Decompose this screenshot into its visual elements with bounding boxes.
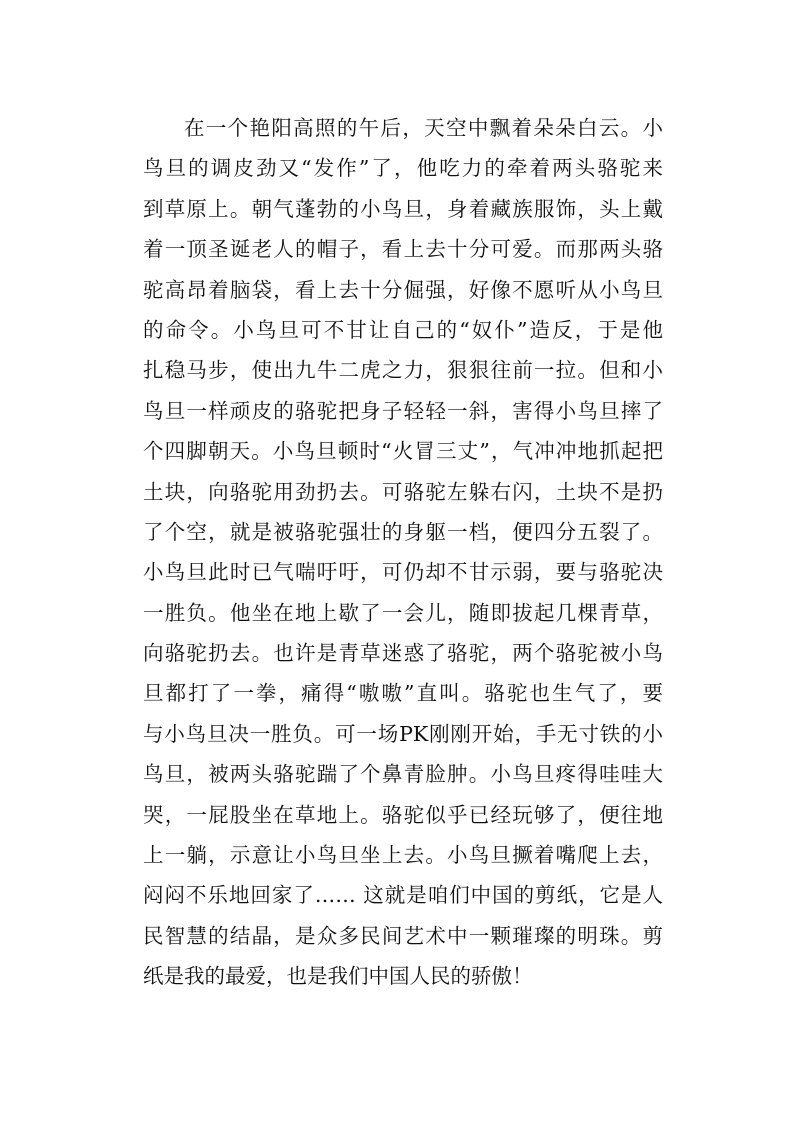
essay-paragraph — [143, 108, 663, 997]
paragraph-line-11: 了个空，就是被骆驼强壮的身躯一档，便四分五裂了。 — [143, 519, 663, 544]
paragraph-line-22: 纸是我的最爱，也是我们中国人民的骄傲！ — [143, 964, 533, 989]
paragraph-line-12: 小鸟旦此时已气喘吁吁，可仍却不甘示弱，要与骆驼决 — [143, 560, 663, 585]
paragraph-line-4: 着一顶圣诞老人的帽子，看上去十分可爱。而那两头骆 — [143, 237, 663, 262]
paragraph-line-2: 鸟旦的调皮劲又“发作”了，他吃力的牵着两头骆驼来 — [143, 156, 663, 181]
paragraph-line-20: 闷闷不乐地回家了…… 这就是咱们中国的剪纸，它是人 — [143, 883, 663, 908]
paragraph-line-16: 与小鸟旦决一胜负。可一场PK刚刚开始，手无寸铁的小 — [143, 721, 663, 746]
paragraph-line-8: 鸟旦一样顽皮的骆驼把身子轻轻一斜，害得小鸟旦摔了 — [143, 398, 663, 423]
paragraph-line-5: 驼高昂着脑袋，看上去十分倔强，好像不愿听从小鸟旦 — [143, 277, 663, 302]
paragraph-line-10: 土块，向骆驼用劲扔去。可骆驼左躲右闪，土块不是扔 — [143, 479, 663, 504]
paragraph-line-19: 上一躺，示意让小鸟旦坐上去。小鸟旦撅着嘴爬上去， — [143, 843, 663, 868]
paragraph-line-9: 个四脚朝天。小鸟旦顿时“火冒三丈”，气冲冲地抓起把 — [143, 439, 663, 464]
paragraph-line-6: 的命令。小鸟旦可不甘让自己的“奴仆”造反，于是他 — [143, 317, 663, 342]
paragraph-line-21: 民智慧的结晶，是众多民间艺术中一颗璀璨的明珠。剪 — [143, 923, 663, 948]
paragraph-line-1: 在一个艳阳高照的午后，天空中飘着朵朵白云。小 — [184, 116, 663, 140]
paragraph-line-3: 到草原上。朝气蓬勃的小鸟旦，身着藏族服饰，头上戴 — [143, 196, 663, 221]
paragraph-line-15: 旦都打了一拳，痛得“嗷嗷”直叫。骆驼也生气了，要 — [143, 681, 663, 706]
paragraph-line-18: 哭，一屁股坐在草地上。骆驼似乎已经玩够了，便往地 — [143, 802, 663, 827]
paragraph-line-14: 向骆驼扔去。也许是青草迷惑了骆驼，两个骆驼被小鸟 — [143, 641, 663, 666]
paragraph-line-17: 鸟旦，被两头骆驼踹了个鼻青脸肿。小鸟旦疼得哇哇大 — [143, 762, 663, 787]
paragraph-line-7: 扎稳马步，使出九牛二虎之力，狠狠往前一拉。但和小 — [143, 358, 663, 383]
paragraph-line-13: 一胜负。他坐在地上歇了一会儿，随即拔起几棵青草， — [143, 600, 663, 625]
